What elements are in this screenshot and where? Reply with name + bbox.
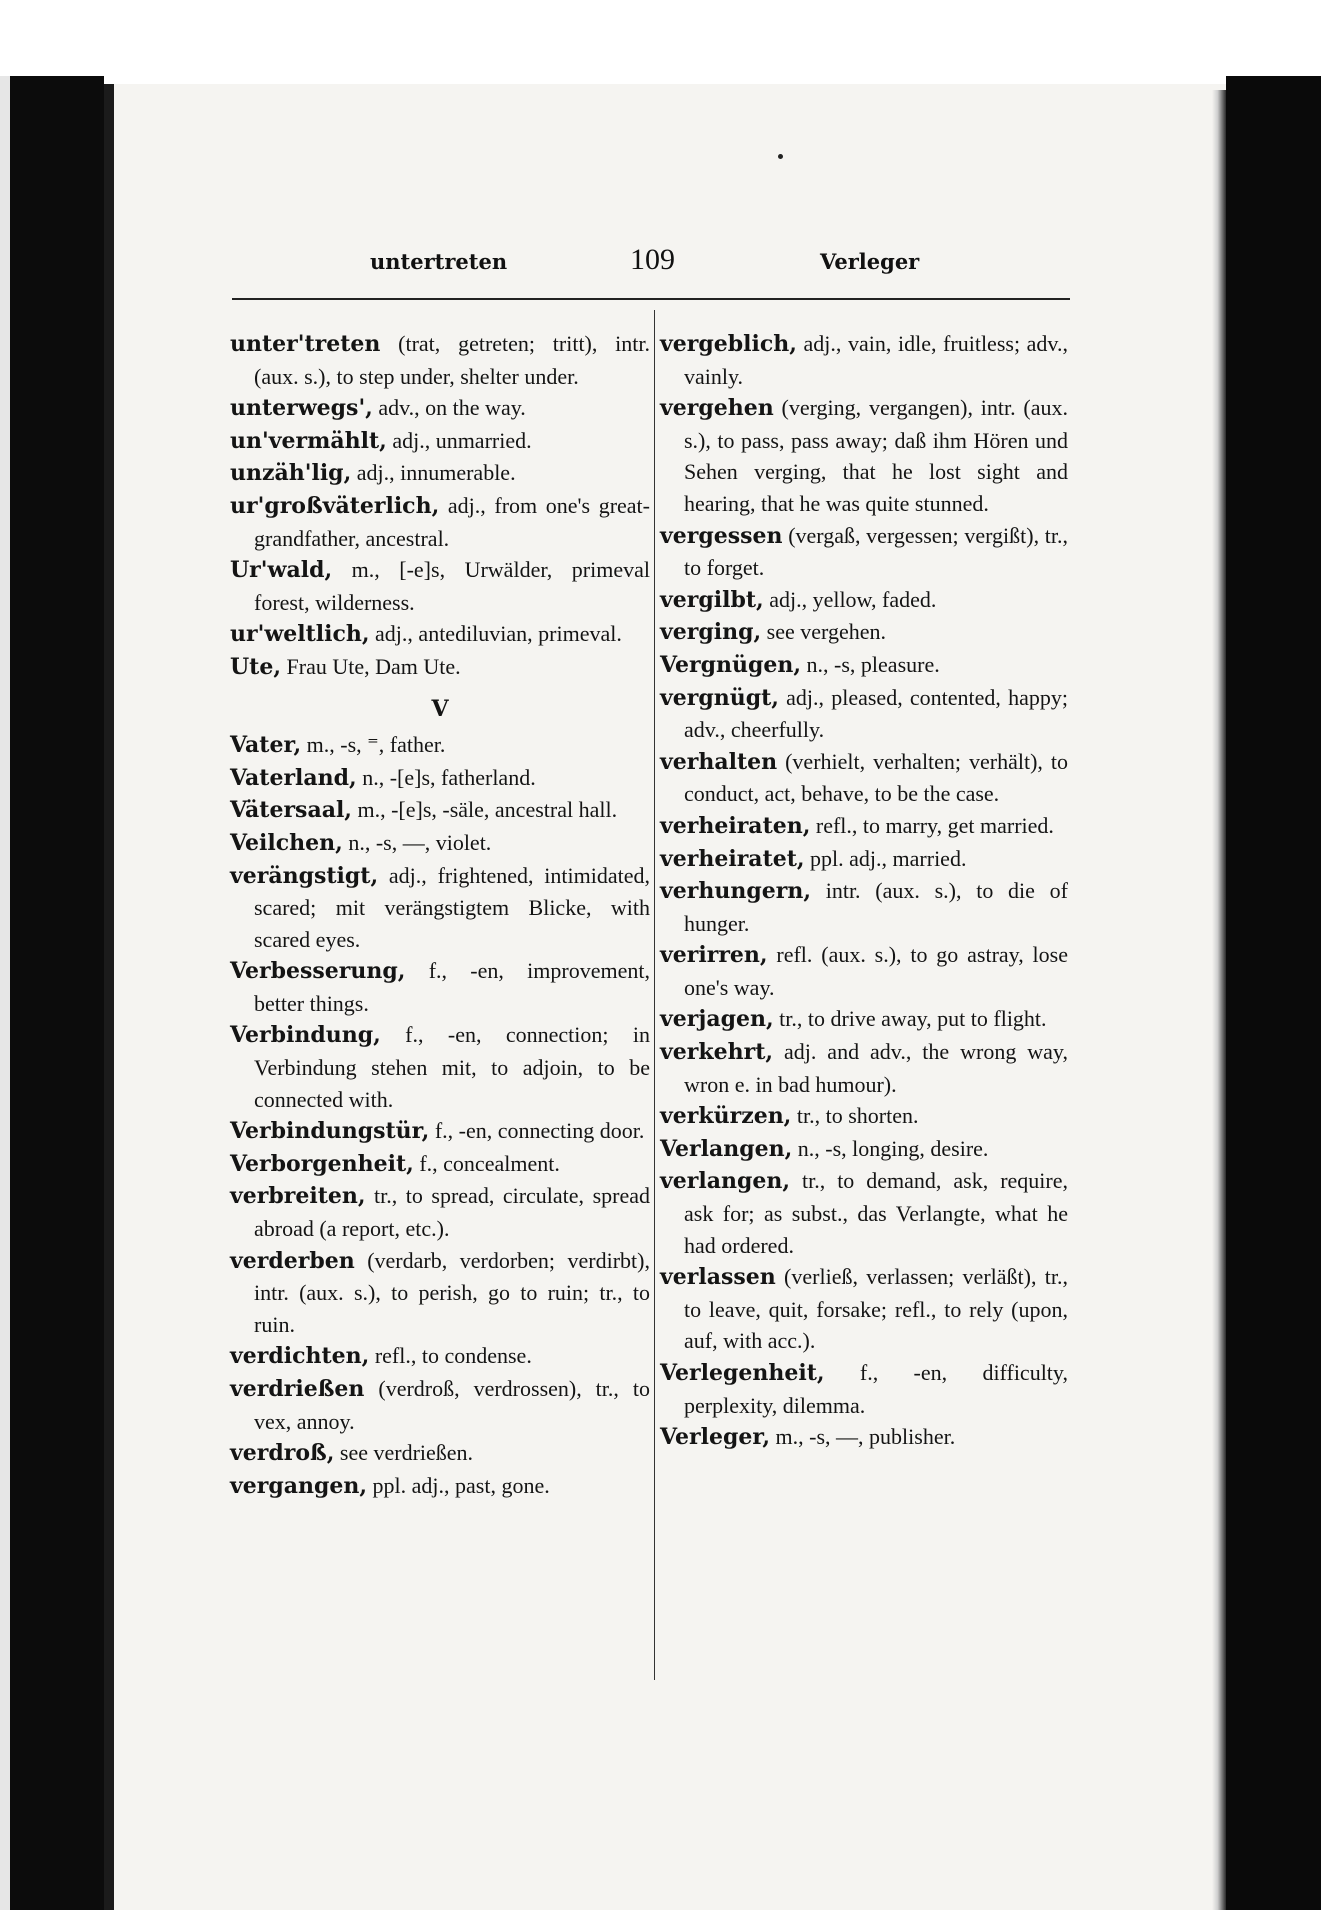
- dictionary-entry: [660, 328, 1068, 392]
- dictionary-entry: [660, 616, 1068, 649]
- entry-definition: Frau Ute, Dam Ute.: [281, 653, 461, 679]
- page-shadow-edge: [1212, 90, 1226, 1910]
- entry-headword: verhungern,: [660, 878, 811, 905]
- left-column: [230, 328, 650, 1502]
- dictionary-entry: [660, 520, 1068, 584]
- dictionary-entry: [660, 392, 1068, 519]
- dictionary-entry: [230, 827, 650, 860]
- section-letter: V: [431, 695, 449, 722]
- entry-definition: (verließ, verlassen; verläßt), tr., to leave, quit, forsake; refl., to rely (upon, auf, with acc.).: [684, 1264, 1068, 1354]
- entry-headword: verkürzen,: [660, 1103, 792, 1130]
- entry-headword: vergnügt,: [660, 684, 779, 711]
- entry-headword: verlassen: [660, 1264, 776, 1291]
- entry-definition: refl., to condense.: [369, 1343, 532, 1369]
- entry-definition: tr., to spread, circulate, spread abroad (a report, etc.).: [254, 1183, 650, 1242]
- entry-headword: Verborgenheit,: [230, 1150, 414, 1177]
- dictionary-entry: [660, 1421, 1068, 1454]
- entry-definition: adv., on the way.: [372, 395, 526, 421]
- entry-definition: m., [-e]s, Urwälder, primeval forest, wilderness.: [254, 557, 650, 615]
- dictionary-entry: [230, 1373, 650, 1437]
- running-header: [230, 243, 950, 283]
- dictionary-entry: [230, 762, 650, 795]
- entry-headword: verhalten: [660, 748, 778, 775]
- entry-definition: adj. and adv., the wrong way, wron e. in bad humour).: [684, 1039, 1068, 1097]
- entry-headword: Vätersaal,: [230, 797, 352, 824]
- print-speck: [778, 154, 783, 159]
- entry-headword: verheiratet,: [660, 845, 805, 872]
- entry-definition: adj., unmarried.: [386, 427, 532, 453]
- dictionary-entry: [660, 843, 1068, 876]
- entry-definition: adj., vain, idle, fruitless; adv., vainly.: [684, 331, 1068, 389]
- entry-definition: refl., to marry, get married.: [810, 812, 1054, 838]
- dictionary-entry: [230, 860, 650, 956]
- entry-headword: Vergnügen,: [660, 651, 802, 678]
- entry-definition: ppl. adj., married.: [804, 845, 967, 871]
- dictionary-entry: [230, 425, 650, 458]
- entry-headword: verdroß,: [230, 1440, 335, 1467]
- entry-definition: f., -en, difficulty, perplexity, dilemma.: [684, 1360, 1068, 1418]
- entry-headword: verging,: [660, 619, 762, 646]
- entry-definition: m., -s, ⁼, father.: [301, 732, 446, 758]
- dictionary-entry: [230, 1180, 650, 1244]
- entry-definition: adj., antediluvian, primeval.: [369, 621, 622, 647]
- dictionary-entry: [230, 955, 650, 1019]
- dictionary-entry: [660, 1003, 1068, 1036]
- entry-headword: un'vermählt,: [230, 427, 387, 454]
- dictionary-entry: [660, 682, 1068, 746]
- entry-definition: (trat, getreten; tritt), intr. (aux. s.), to step under, shelter under.: [254, 331, 650, 389]
- column-divider: [654, 310, 655, 1680]
- entry-headword: Verbindungstür,: [230, 1118, 430, 1145]
- entry-definition: adj., pleased, contented, happy; adv., cheerfully.: [684, 684, 1068, 743]
- dictionary-entry: [230, 794, 650, 827]
- dictionary-entry: [660, 649, 1068, 682]
- dictionary-entry: [660, 1036, 1068, 1100]
- entry-definition: tr., to demand, ask, require, ask for; as subst., das Verlangte, what he had ordered.: [684, 1168, 1068, 1258]
- entry-headword: Ute,: [230, 653, 282, 680]
- entry-definition: (vergaß, vergessen; vergißt), tr., to forget.: [684, 522, 1068, 581]
- entry-headword: Verleger,: [660, 1424, 771, 1451]
- entry-headword: verdichten,: [230, 1343, 370, 1370]
- entry-definition: see vergehen.: [761, 619, 886, 645]
- entry-definition: adj., yellow, faded.: [763, 586, 937, 612]
- entry-definition: intr. (aux. s.), to die of hunger.: [684, 878, 1068, 936]
- dictionary-entry: [660, 1261, 1068, 1357]
- entry-headword: Veilchen,: [230, 829, 343, 856]
- header-first-word: untertreten: [370, 249, 508, 274]
- entry-headword: Verbesserung,: [230, 958, 406, 985]
- dictionary-entry: [660, 1357, 1068, 1421]
- header-last-word: Verleger: [820, 249, 920, 274]
- entry-headword: unzäh'lig,: [230, 460, 352, 487]
- entry-headword: Verbindung,: [230, 1022, 381, 1049]
- dictionary-entry: [230, 651, 650, 684]
- entry-definition: tr., to drive away, put to flight.: [773, 1006, 1047, 1032]
- entry-definition: (verhielt, verhalten; verhält), to conduct, act, behave, to be the case.: [684, 748, 1068, 807]
- entry-definition: adj., frightened, intimidated, scared; mit verängstigtem Blicke, with scared eyes.: [254, 862, 650, 952]
- entry-headword: verjagen,: [660, 1006, 774, 1033]
- dictionary-entry: [230, 554, 650, 618]
- dictionary-entry: [660, 746, 1068, 810]
- entry-definition: f., -en, improvement, better things.: [254, 958, 650, 1016]
- entry-definition: adj., from one's great-grandfather, ancestral.: [254, 492, 650, 551]
- entry-headword: Verlangen,: [660, 1135, 793, 1162]
- dictionary-entry: [660, 1165, 1068, 1261]
- header-rule: [232, 298, 1070, 300]
- entry-definition: f., concealment.: [413, 1150, 560, 1176]
- entry-headword: vergangen,: [230, 1472, 368, 1499]
- dictionary-entry: [230, 1470, 650, 1503]
- dictionary-entry: [230, 328, 650, 392]
- dictionary-entry: [660, 875, 1068, 939]
- entry-definition: f., -en, connecting door.: [429, 1118, 645, 1144]
- entry-headword: vergilbt,: [660, 586, 764, 613]
- entry-definition: ppl. adj., past, gone.: [367, 1472, 550, 1498]
- entry-headword: Verlegenheit,: [660, 1360, 825, 1386]
- dictionary-entry: [660, 1100, 1068, 1133]
- entry-headword: ur'großväterlich,: [230, 492, 440, 519]
- entry-definition: n., -[e]s, fatherland.: [356, 764, 536, 790]
- dictionary-entry: [230, 618, 650, 651]
- entry-headword: Vaterland,: [230, 764, 357, 791]
- entry-definition: adj., innumerable.: [351, 460, 516, 486]
- dictionary-entry: [230, 490, 650, 554]
- entry-headword: ur'weltlich,: [230, 621, 370, 648]
- scan-top-margin: [0, 0, 1321, 76]
- entry-definition: tr., to shorten.: [791, 1103, 919, 1129]
- dictionary-entry: [230, 1437, 650, 1470]
- entry-headword: Ur'wald,: [230, 557, 333, 584]
- entry-definition: see verdrießen.: [334, 1440, 474, 1466]
- entry-headword: verängstigt,: [230, 862, 379, 889]
- entry-definition: n., -s, pleasure.: [801, 651, 940, 677]
- dictionary-entry: [230, 1340, 650, 1373]
- entry-headword: vergehen: [660, 395, 774, 422]
- entry-definition: (verdroß, verdrossen), tr., to vex, annoy.: [254, 1376, 650, 1434]
- entry-headword: verbreiten,: [230, 1183, 366, 1210]
- entry-definition: n., -s, longing, desire.: [792, 1135, 989, 1161]
- dictionary-entry: [230, 392, 650, 425]
- page-number: 109: [630, 243, 675, 276]
- dictionary-entry: [230, 1148, 650, 1181]
- entry-definition: (verging, vergangen), intr. (aux. s.), to pass, pass away; daß ihm Hören und Sehen verging, that he lost sight and hearing, that he was quite stunned.: [684, 395, 1068, 516]
- dictionary-entry: [230, 457, 650, 490]
- entry-definition: refl. (aux. s.), to go astray, lose one's way.: [684, 942, 1068, 1000]
- right-column: [660, 328, 1068, 1454]
- dictionary-entry: [230, 729, 650, 762]
- entry-definition: n., -s, —, violet.: [342, 829, 492, 855]
- entry-headword: verderben: [230, 1247, 355, 1274]
- entry-headword: unter'treten: [230, 331, 381, 357]
- entry-headword: Vater,: [230, 732, 302, 759]
- dictionary-entry: [230, 1245, 650, 1341]
- dictionary-entry: [230, 1115, 650, 1148]
- dictionary-entry: [660, 1133, 1068, 1166]
- entry-definition: (verdarb, verdorben; verdirbt), intr. (aux. s.), to perish, go to ruin; tr., to ruin.: [254, 1247, 650, 1337]
- dictionary-entry: [660, 939, 1068, 1003]
- dictionary-entry: [660, 584, 1068, 617]
- entry-headword: verlangen,: [660, 1168, 791, 1195]
- entry-definition: m., -s, —, publisher.: [770, 1424, 956, 1450]
- entry-headword: verirren,: [660, 942, 768, 969]
- entry-headword: unterwegs',: [230, 395, 373, 422]
- entry-headword: vergeblich,: [660, 331, 797, 357]
- entry-definition: m., -[e]s, -säle, ancestral hall.: [351, 797, 618, 823]
- entry-headword: verkehrt,: [660, 1039, 774, 1066]
- scan-right-border: [1226, 76, 1321, 1910]
- dictionary-entry: [660, 810, 1068, 843]
- entry-headword: verheiraten,: [660, 812, 811, 839]
- scan-left-border: [0, 76, 104, 1910]
- entry-definition: f., -en, connection; in Verbindung stehen mit, to adjoin, to be connected with.: [254, 1022, 650, 1112]
- dictionary-entry: [230, 1019, 650, 1115]
- entry-headword: verdrießen: [230, 1376, 365, 1402]
- scan-facing-page-edge: [0, 76, 10, 1910]
- entry-headword: vergessen: [660, 522, 783, 549]
